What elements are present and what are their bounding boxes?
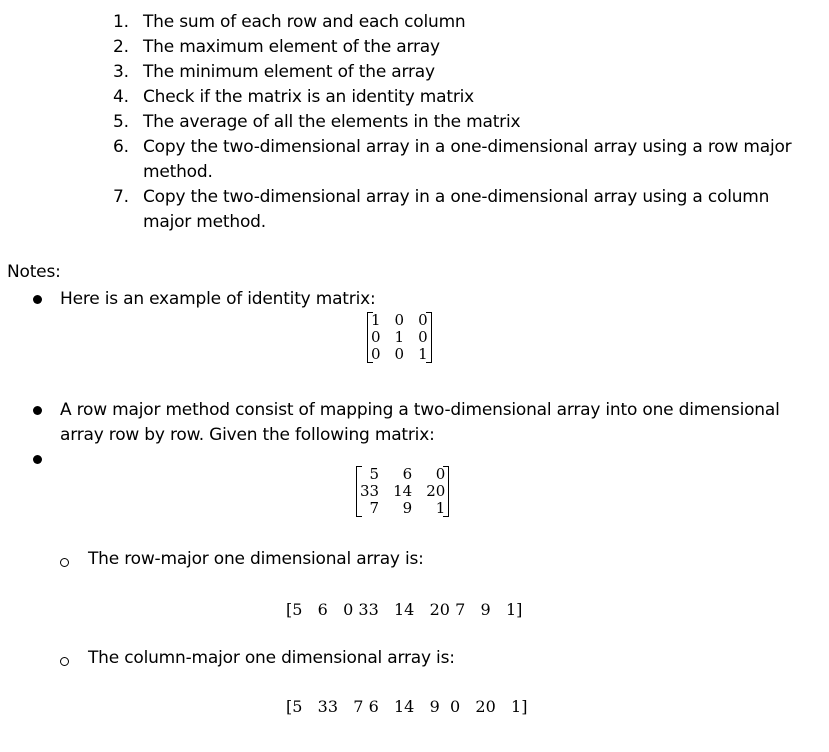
- sub-bullet-icon: [60, 657, 69, 666]
- matrix-cell: 7: [369, 499, 380, 517]
- matrix-cell: 0: [435, 465, 446, 483]
- right-bracket: [426, 312, 432, 363]
- matrix-cell: 6: [402, 465, 413, 483]
- matrix-cell: 20: [426, 482, 446, 500]
- bullet-icon: [33, 455, 42, 464]
- task-number: 5.: [113, 112, 129, 132]
- matrix-cell: 5: [369, 465, 380, 483]
- matrix-cell: 0: [418, 311, 428, 329]
- task-text: Check if the matrix is an identity matrix: [143, 87, 474, 107]
- right-bracket: [443, 466, 449, 517]
- matrix-cell: 1: [371, 311, 381, 329]
- task-number: 4.: [113, 87, 129, 107]
- task-item: [113, 85, 818, 110]
- task-text: Copy the two-dimensional array in a one-dimensional array using a column major method.: [143, 187, 770, 232]
- task-number: 6.: [113, 137, 129, 157]
- task-item: [113, 110, 818, 135]
- matrix-cell: 0: [371, 328, 381, 346]
- matrix-cell: 0: [418, 328, 428, 346]
- task-list: [113, 10, 818, 235]
- column-major-label: The column-major one dimensional array is:: [88, 648, 455, 668]
- task-item: [113, 60, 818, 85]
- row-major-array: [5 6 0 33 14 20 7 9 1]: [286, 600, 523, 619]
- task-number: 2.: [113, 37, 129, 57]
- example-matrix: [356, 466, 449, 517]
- matrix-cell: 0: [394, 345, 405, 363]
- matrix-cell: 1: [394, 328, 405, 346]
- task-item: [113, 185, 818, 235]
- task-item: [113, 35, 818, 60]
- identity-matrix-table: [367, 312, 432, 363]
- task-number: 1.: [113, 12, 129, 32]
- example-matrix-table: [356, 466, 449, 517]
- matrix-cell: 1: [418, 345, 428, 363]
- task-number: 7.: [113, 187, 129, 207]
- bullet-icon: [33, 295, 42, 304]
- identity-matrix: [367, 312, 432, 363]
- task-number: 3.: [113, 62, 129, 82]
- task-item: [113, 10, 818, 35]
- matrix-cell: 33: [360, 482, 380, 500]
- matrix-cell: 0: [371, 345, 381, 363]
- task-text: Copy the two-dimensional array in a one-dimensional array using a row major method.: [143, 137, 792, 182]
- task-text: The average of all the elements in the matrix: [143, 112, 521, 132]
- column-major-array: [5 33 7 6 14 9 0 20 1]: [286, 697, 528, 716]
- identity-intro: Here is an example of identity matrix:: [60, 289, 376, 309]
- matrix-cell: 9: [402, 499, 413, 517]
- notes-heading: Notes:: [7, 262, 61, 282]
- matrix-cell: 1: [435, 499, 446, 517]
- row-major-intro: A row major method consist of mapping a two-dimensional array into one dimensional array row by row. Given the following matrix:: [60, 400, 780, 445]
- task-text: The minimum element of the array: [143, 62, 435, 82]
- matrix-cell: 0: [394, 311, 405, 329]
- task-text: The maximum element of the array: [143, 37, 440, 57]
- matrix-cell: 14: [393, 482, 413, 500]
- sub-bullet-icon: [60, 558, 69, 567]
- task-text: The sum of each row and each column: [143, 12, 466, 32]
- row-major-label: The row-major one dimensional array is:: [88, 549, 424, 569]
- bullet-icon: [33, 406, 42, 415]
- task-item: [113, 135, 818, 185]
